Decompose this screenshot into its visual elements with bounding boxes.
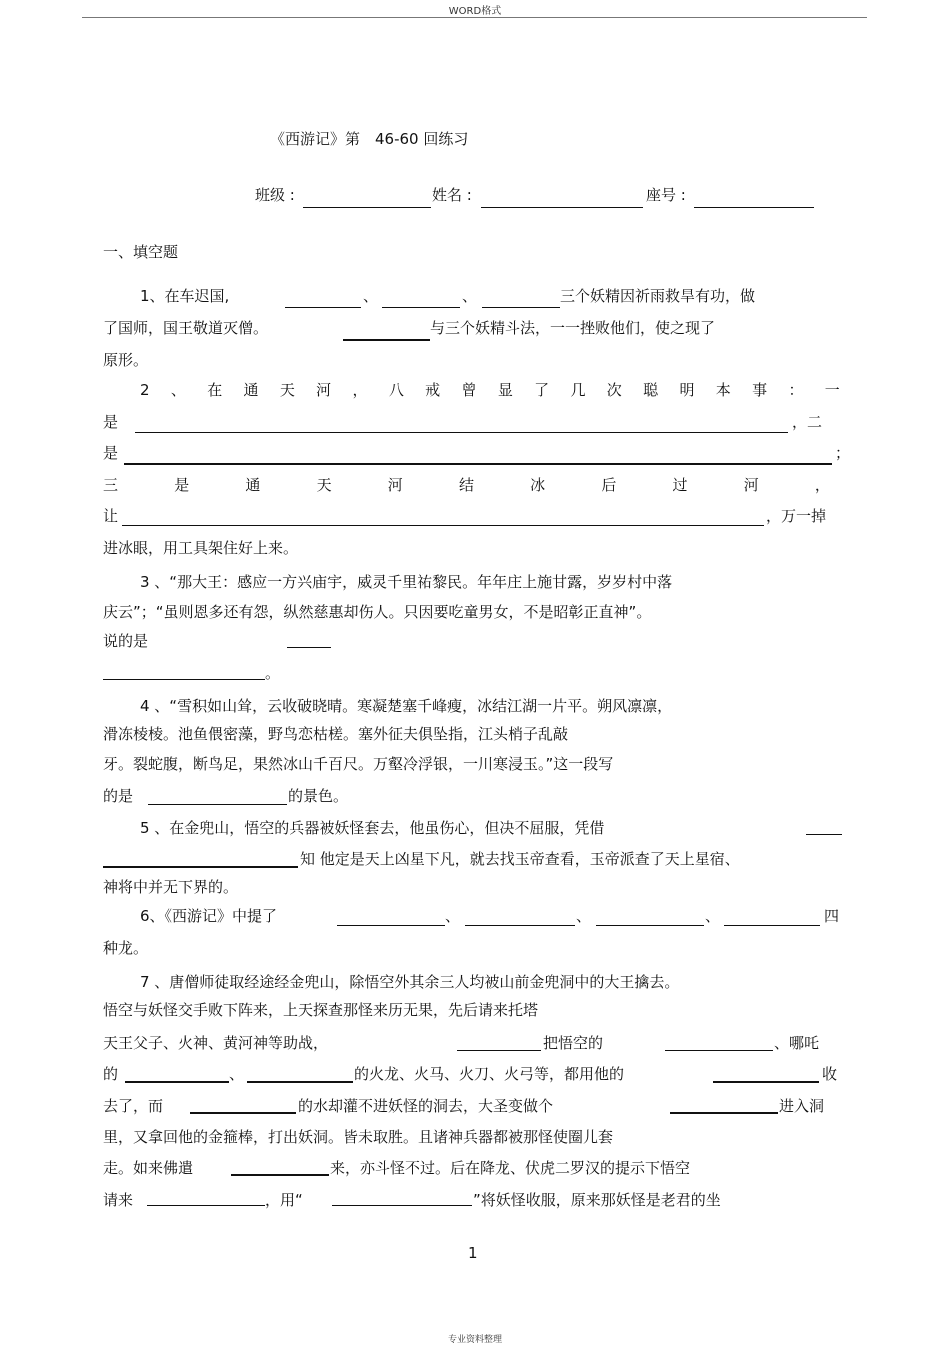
q4-blank[interactable] bbox=[148, 804, 287, 805]
q2-char: 本 bbox=[715, 381, 731, 399]
q4-text: 的是 bbox=[103, 787, 134, 805]
q7-text: 把悟空的 bbox=[543, 1034, 604, 1052]
q1-blank-2[interactable] bbox=[382, 307, 460, 308]
q7-text: 的火龙、火马、火刀、火弓等，都用他的 bbox=[354, 1065, 625, 1083]
q2-char: 明 bbox=[679, 381, 695, 399]
q7-separator: 、 bbox=[229, 1065, 245, 1083]
q3-text: 。 bbox=[265, 664, 281, 682]
q7-blank-3[interactable] bbox=[125, 1081, 229, 1083]
q2-text: 进冰眼，用工具架住好上来。 bbox=[103, 539, 299, 557]
q2-char: ： bbox=[788, 381, 804, 399]
q7-text: 的 bbox=[103, 1065, 119, 1083]
section-heading: 一、填空题 bbox=[103, 243, 179, 261]
q7-text: 的水却灌不进妖怪的洞去，大圣变做个 bbox=[298, 1097, 554, 1115]
q6-text: 四 bbox=[824, 907, 840, 925]
q3-blank[interactable] bbox=[103, 679, 265, 680]
q1-separator: 、 bbox=[462, 287, 478, 305]
q5-text: 知 他定是天上凶星下凡，就去找玉帝查看，玉帝派查了天上星宿、 bbox=[300, 850, 740, 868]
q2-char-l4: ， bbox=[814, 476, 830, 494]
q6-text: 种龙。 bbox=[103, 939, 149, 957]
q5-blank-short[interactable] bbox=[806, 834, 842, 835]
q7-text: 7 、唐僧师徒取经途经金兜山，除悟空外其余三人均被山前金兜洞中的大王擒去。 bbox=[140, 973, 680, 991]
q7-blank-8[interactable] bbox=[231, 1174, 329, 1176]
name-blank[interactable] bbox=[481, 207, 643, 208]
seat-blank[interactable] bbox=[694, 207, 814, 208]
q3-text: 庆云”；“虽则恩多还有怨，纵然慈惠却伤人。只因要吃童男女，不是昭彰正直神”。 bbox=[103, 603, 652, 621]
q7-text: 收 bbox=[822, 1065, 838, 1083]
q2-char-l4: 冰 bbox=[530, 476, 546, 494]
name-label: 姓名 : bbox=[432, 186, 472, 204]
q1-text: 三个妖精因祈雨救旱有功，做 bbox=[560, 287, 756, 305]
q6-blank-4[interactable] bbox=[724, 925, 820, 926]
q7-blank-1[interactable] bbox=[457, 1050, 541, 1051]
q1-text: 原形。 bbox=[103, 351, 149, 369]
q2-char-l4: 过 bbox=[672, 476, 688, 494]
q2-char: 一 bbox=[824, 381, 840, 399]
q1-blank-4[interactable] bbox=[343, 339, 430, 341]
q2-char: 几 bbox=[570, 381, 586, 399]
q6-blank-2[interactable] bbox=[465, 925, 575, 926]
q2-char: 次 bbox=[606, 381, 622, 399]
q7-text: 、哪吒 bbox=[774, 1034, 820, 1052]
q2-spread-line bbox=[140, 380, 840, 400]
worksheet-title: 《西游记》第 46-60 回练习 bbox=[270, 130, 469, 148]
q2-char: ， bbox=[352, 381, 368, 399]
page-number: 1 bbox=[468, 1244, 478, 1262]
class-blank[interactable] bbox=[303, 207, 431, 208]
q2-char-l4: 天 bbox=[316, 476, 332, 494]
seat-label: 座号 : bbox=[646, 186, 686, 204]
page-footer: 专业资料整理 bbox=[447, 1335, 502, 1345]
q6-text: 6、《西游记》中提了 bbox=[140, 907, 278, 925]
q7-text: 里，又拿回他的金箍棒，打出妖洞。皆未取胜。且诸神兵器都被那怪使圈儿套 bbox=[103, 1128, 614, 1146]
q2-char: 八 bbox=[388, 381, 404, 399]
q2-char: 显 bbox=[497, 381, 513, 399]
q7-text: 悟空与妖怪交手败下阵来，上天探查那怪来历无果，先后请来托塔 bbox=[103, 1001, 539, 1019]
q2-char: 通 bbox=[243, 381, 259, 399]
q2-char-l4: 后 bbox=[601, 476, 617, 494]
q2-char: 在 bbox=[207, 381, 223, 399]
q6-separator: 、 bbox=[445, 907, 461, 925]
q2-char-l4: 河 bbox=[743, 476, 759, 494]
q1-text: 1、在车迟国, bbox=[140, 287, 230, 305]
q4-text: 牙。裂蛇腹，断鸟足，果然冰山千百尺。万壑冷浮银，一川寒浸玉。”这一段写 bbox=[103, 755, 614, 773]
q7-text: 走。如来佛遣 bbox=[103, 1159, 194, 1177]
q7-text: 去了，而 bbox=[103, 1097, 164, 1115]
q2-char: 河 bbox=[316, 381, 332, 399]
q2-char: 2 bbox=[140, 381, 150, 399]
q3-blank-short[interactable] bbox=[287, 647, 331, 648]
q2-blank-2[interactable] bbox=[124, 463, 832, 465]
q3-text: 说的是 bbox=[103, 632, 149, 650]
q2-char-l4: 结 bbox=[458, 476, 474, 494]
q7-text: ”将妖怪收服，原来那妖怪是老君的坐 bbox=[473, 1191, 721, 1209]
q1-blank-3[interactable] bbox=[482, 307, 560, 308]
q2-text: 是 bbox=[103, 444, 119, 462]
q2-blank-3[interactable] bbox=[122, 525, 764, 526]
q7-blank-7[interactable] bbox=[670, 1112, 778, 1114]
q2-char: 聪 bbox=[643, 381, 659, 399]
q5-text: 5 、在金兜山，悟空的兵器被妖怪套去，他虽伤心，但决不屈服，凭借 bbox=[140, 819, 605, 837]
q5-blank[interactable] bbox=[103, 866, 298, 868]
q6-separator: 、 bbox=[705, 907, 721, 925]
q7-blank-6[interactable] bbox=[190, 1112, 296, 1114]
page-header: WORD格式 bbox=[448, 6, 502, 17]
q7-blank-4[interactable] bbox=[247, 1081, 353, 1083]
class-label: 班级 : bbox=[255, 186, 295, 204]
q7-text: 来，亦斗怪不过。后在降龙、伏虎二罗汉的提示下悟空 bbox=[330, 1159, 691, 1177]
q2-spread-line bbox=[103, 475, 830, 495]
q1-separator: 、 bbox=[363, 287, 379, 305]
q2-char: 、 bbox=[170, 381, 186, 399]
q7-text: 天王父子、火神、黄河神等助战， bbox=[103, 1034, 329, 1052]
q1-text: 了国师，国王敬道灭僧。 bbox=[103, 319, 269, 337]
q3-text: 3 、“那大王：感应一方兴庙宇，威灵千里祐黎民。年年庄上施甘露，岁岁村中落 bbox=[140, 573, 673, 591]
q2-char-l4: 是 bbox=[174, 476, 190, 494]
q6-blank-1[interactable] bbox=[337, 925, 445, 926]
header-rule bbox=[82, 17, 867, 18]
q2-char-l4: 通 bbox=[245, 476, 261, 494]
q2-char: 了 bbox=[534, 381, 550, 399]
q7-blank-5[interactable] bbox=[713, 1081, 819, 1083]
q2-text: ； bbox=[835, 444, 851, 462]
q4-text: 滑冻棱棱。池鱼偎密藻，野鸟恋枯槎。塞外征夫俱坠指，江头梢子乱敲 bbox=[103, 725, 569, 743]
q7-blank-2[interactable] bbox=[665, 1050, 773, 1051]
q4-text: 的景色。 bbox=[288, 787, 349, 805]
q7-text: 进入洞 bbox=[779, 1097, 825, 1115]
q2-char: 曾 bbox=[461, 381, 477, 399]
q7-text: 请来 bbox=[103, 1191, 134, 1209]
q2-char: 事 bbox=[752, 381, 768, 399]
q2-text: 是 bbox=[103, 413, 119, 431]
q4-text: 4 、“雪积如山耸，云收破晓晴。寒凝楚塞千峰瘦，冰结江湖一片平。朔风凛凛， bbox=[140, 697, 673, 715]
q6-blank-3[interactable] bbox=[596, 925, 704, 926]
q2-text: ，二 bbox=[792, 413, 823, 431]
q7-blank-9[interactable] bbox=[147, 1205, 265, 1206]
q5-text: 神将中并无下界的。 bbox=[103, 878, 239, 896]
q2-char: 戒 bbox=[425, 381, 441, 399]
q2-char-l4: 三 bbox=[103, 476, 119, 494]
q2-text: 让 bbox=[103, 507, 119, 525]
q2-char-l4: 河 bbox=[387, 476, 403, 494]
q2-blank-1[interactable] bbox=[135, 432, 788, 433]
q7-blank-10[interactable] bbox=[332, 1205, 472, 1206]
q2-text: ，万一掉 bbox=[766, 507, 827, 525]
q7-text: ，用“ bbox=[265, 1191, 303, 1209]
q6-separator: 、 bbox=[576, 907, 592, 925]
q1-text: 与三个妖精斗法，一一挫败他们，使之现了 bbox=[430, 319, 716, 337]
q2-char: 天 bbox=[279, 381, 295, 399]
q1-blank-1[interactable] bbox=[285, 307, 361, 308]
